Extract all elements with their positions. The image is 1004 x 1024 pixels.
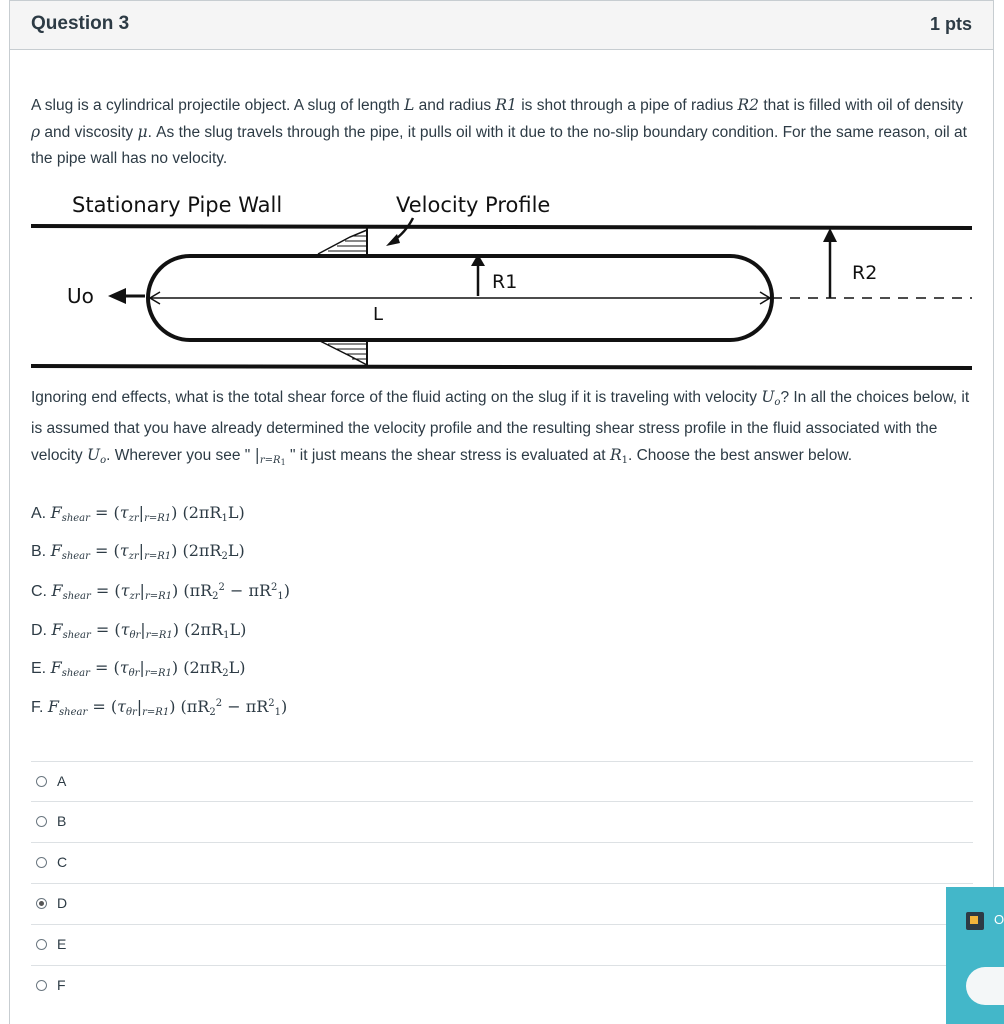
radio-e[interactable] bbox=[36, 939, 47, 950]
label-r1: R1 bbox=[492, 271, 518, 293]
question-prompt: Ignoring end effects, what is the total shear force of the fluid acting on the slug if it is traveling with velocity $U_o$? In all the choices below, it is assumed that you have already determined the velocity profile and the resulting shear stress profile in the fluid associated with the velocity $U_o$. Wherever you see " $|_{r=R1}$ " it just means the shear stress is evaluated at $R_1$. Choose the best answer below. bbox=[31, 388, 970, 467]
answer-option-f[interactable] bbox=[31, 965, 973, 1006]
answer-option-e[interactable] bbox=[31, 924, 973, 965]
label-r2: R2 bbox=[852, 262, 878, 284]
side-widget[interactable] bbox=[946, 887, 1004, 1024]
cloud-icon bbox=[966, 967, 1004, 1005]
question-header bbox=[9, 0, 994, 50]
radio-f[interactable] bbox=[36, 980, 47, 991]
radio-b[interactable] bbox=[36, 816, 47, 827]
slug-pipe-diagram bbox=[0, 180, 1004, 380]
question-title: Question 3 bbox=[31, 13, 130, 34]
label-stationary-pipe-wall: Stationary Pipe Wall bbox=[72, 193, 283, 217]
label-uo: Uo bbox=[67, 284, 94, 308]
formula-choice-b: B. $F_{shear} = (\tau_{zr}|_{r=R1})$ $(2\pi R_2L)$ bbox=[31, 541, 245, 562]
answer-label-e: E bbox=[57, 936, 67, 952]
formula-choice-c: C. $F_{shear} = (\tau_{zr}|_{r=R1}) (\pi R_2^2 - \pi R^2_1)$ bbox=[31, 581, 291, 602]
radio-c[interactable] bbox=[36, 857, 47, 868]
radio-a[interactable] bbox=[36, 776, 47, 787]
formula-choice-e: E. $F_{shear} = (\tau_{\theta r}|_{r=R1})$ $(2\pi R_2L)$ bbox=[31, 658, 246, 679]
answer-option-d[interactable] bbox=[31, 883, 973, 924]
answer-option-a[interactable] bbox=[31, 761, 973, 802]
label-l: L bbox=[373, 304, 384, 325]
answer-label-d: D bbox=[57, 895, 68, 911]
app-icon[interactable] bbox=[966, 912, 984, 930]
radio-d[interactable] bbox=[36, 898, 47, 909]
question-intro: A slug is a cylindrical projectile object. A slug of length L and radius R1 is shot through a pipe of radius R2 that is filled with oil of density ρ and viscosity μ. As the slug travels through the pipe, it pulls oil with it due to the no-slip boundary condition. For the same reason, oil at the pipe wall has no velocity. bbox=[31, 96, 967, 167]
answer-label-a: A bbox=[57, 773, 67, 789]
answer-label-b: B bbox=[57, 813, 67, 829]
side-widget-text: O bbox=[994, 912, 1004, 927]
answer-option-b[interactable] bbox=[31, 801, 973, 842]
answer-option-c[interactable] bbox=[31, 842, 973, 883]
formula-choice-a: A. $F_{shear} = (\tau_{zr}|_{r=R1})$ $(2\pi R_1L)$ bbox=[31, 503, 245, 524]
answer-label-f: F bbox=[57, 977, 66, 993]
label-velocity-profile: Velocity Profile bbox=[396, 193, 551, 217]
formula-choice-f: F. $F_{shear} = (\tau_{\theta r}|_{r=R1}) (\pi R_2^2 - \pi R^2_1)$ bbox=[31, 697, 288, 718]
answer-label-c: C bbox=[57, 854, 68, 870]
question-points: 1 pts bbox=[929, 14, 972, 34]
formula-choice-d: D. $F_{shear} = (\tau_{\theta r}|_{r=R1})$ $(2\pi R_1L)$ bbox=[31, 620, 247, 641]
